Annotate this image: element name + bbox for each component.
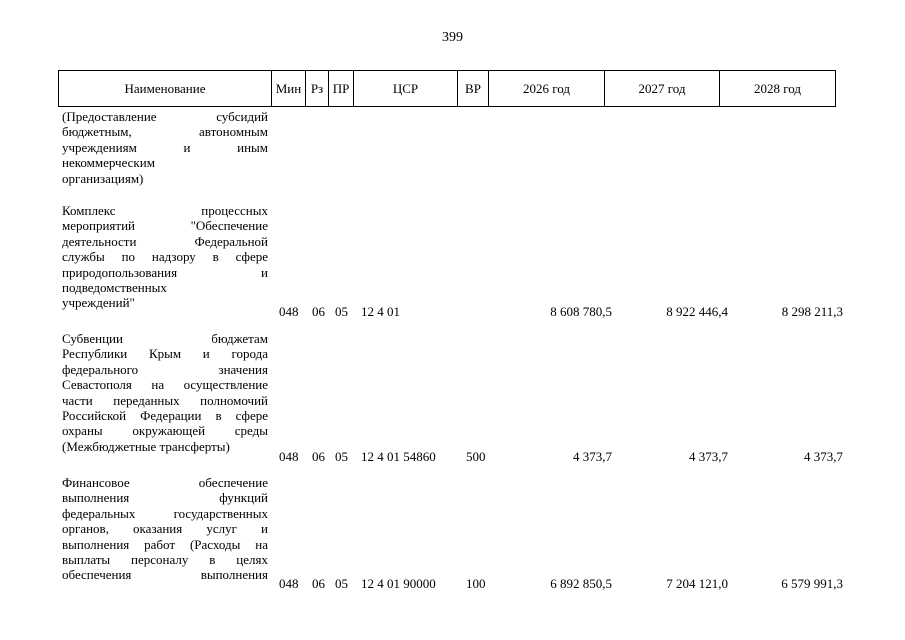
name-line: учреждениям и иным [62,139,268,155]
cell-2026: 4 373,7 [573,449,612,464]
cell-2027: 7 204 121,0 [666,576,728,591]
name-line: органов, оказания услуг и [62,521,268,537]
name-line: (Предоставление субсидий [62,109,268,124]
name-line: выполнения работ (Расходы на [62,536,268,552]
cell-2027: 8 922 446,4 [666,304,728,319]
name-line: Комплекс процессных [62,203,268,218]
name-line: организациям) [62,170,144,186]
cell-2028: 6 579 991,3 [781,576,843,591]
name-line: бюджетным, автономным [62,124,268,140]
row-name [62,331,268,454]
name-line: мероприятий "Обеспечение [62,218,268,234]
header-vr: ВР [458,71,489,107]
name-line: учреждений" [62,295,135,311]
cell-rz: 06 [312,449,325,464]
row-name [62,475,268,583]
header-rz: Рз [306,71,329,107]
header-csr: ЦСР [354,71,458,107]
name-line: (Межбюджетные трансферты) [62,438,230,454]
name-line: службы по надзору в сфере [62,249,268,265]
name-line: части переданных полномочий [62,392,268,408]
header-pr: ПР [329,71,354,107]
cell-vr: 500 [466,449,486,464]
cell-2026: 6 892 850,5 [550,576,612,591]
page-number: 399 [442,30,463,45]
row-name [62,109,268,186]
name-line: Финансовое обеспечение [62,475,268,490]
name-line: федеральных государственных [62,505,268,521]
cell-pr: 05 [335,304,348,319]
name-line: Севастополя на осуществление [62,377,268,393]
header-name: Наименование [59,71,272,107]
name-line: федерального значения [62,361,268,377]
cell-2026: 8 608 780,5 [550,304,612,319]
name-line: некоммерческим [62,155,155,171]
cell-csr: 12 4 01 [361,304,400,319]
table-header [58,70,836,107]
name-line: обеспечения выполнения [62,567,268,583]
row-name [62,203,268,311]
header-2026: 2026 год [489,71,605,107]
name-line: охраны окружающей среды [62,423,268,439]
name-line: подведомственных [62,280,167,296]
cell-min: 048 [279,304,299,319]
cell-csr: 12 4 01 54860 [361,449,436,464]
cell-rz: 06 [312,576,325,591]
cell-min: 048 [279,449,299,464]
cell-vr: 100 [466,576,486,591]
cell-2028: 8 298 211,3 [781,304,843,319]
cell-2028: 4 373,7 [804,449,843,464]
name-line: выполнения функций [62,490,268,506]
cell-2027: 4 373,7 [689,449,728,464]
name-line: природопользования и [62,264,268,280]
header-min: Мин [272,71,306,107]
cell-csr: 12 4 01 90000 [361,576,436,591]
name-line: Российской Федерации в сфере [62,408,268,424]
name-line: Республики Крым и города [62,346,268,362]
header-2027: 2027 год [605,71,720,107]
name-line: Субвенции бюджетам [62,331,268,346]
cell-pr: 05 [335,576,348,591]
header-2028: 2028 год [720,71,836,107]
cell-pr: 05 [335,449,348,464]
name-line: выплаты персоналу в целях [62,552,268,568]
name-line: деятельности Федеральной [62,233,268,249]
cell-rz: 06 [312,304,325,319]
cell-min: 048 [279,576,299,591]
